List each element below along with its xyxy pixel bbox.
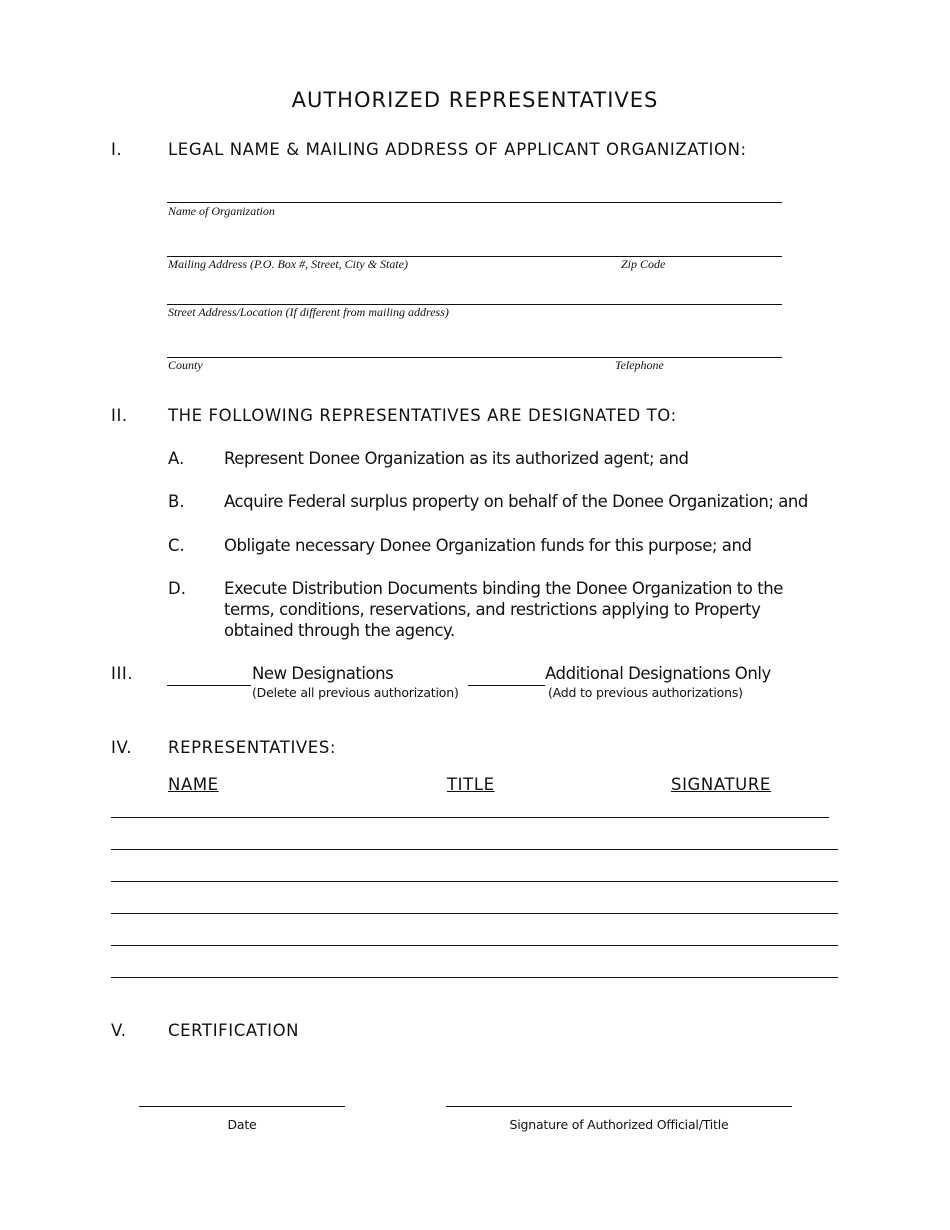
additional-designations-label: Additional Designations Only [545,664,771,683]
additional-designations-blank[interactable] [468,685,545,686]
name-of-organization-label: Name of Organization [168,204,275,218]
signature-label: Signature of Authorized Official/Title [509,1117,729,1132]
section-4-number: IV. [111,738,133,757]
section-5-number: V. [111,1021,127,1040]
new-designations-label: New Designations [252,664,394,683]
item-a-letter: A. [168,449,185,468]
representative-row-line[interactable] [111,913,838,914]
section-1-heading: LEGAL NAME & MAILING ADDRESS OF APPLICANT ORGANIZATION: [168,140,747,159]
item-b-text: Acquire Federal surplus property on behalf of the Donee Organization; and [224,492,808,511]
section-1-number: I. [111,140,123,159]
item-c-text: Obligate necessary Donee Organization funds for this purpose; and [224,536,752,555]
county-label: County [168,358,203,372]
representative-row-line[interactable] [111,881,838,882]
section-2-heading: THE FOLLOWING REPRESENTATIVES ARE DESIGNATED TO: [168,406,677,425]
street-address-label: Street Address/Location (If different from mailing address) [168,305,449,319]
telephone-label: Telephone [615,358,664,372]
date-label: Date [227,1117,257,1132]
date-field[interactable] [139,1106,345,1107]
item-a-text: Represent Donee Organization as its authorized agent; and [224,449,689,468]
mailing-address-label: Mailing Address (P.O. Box #, Street, City & State) [168,257,408,271]
section-5-heading: CERTIFICATION [168,1021,300,1040]
new-designations-note: (Delete all previous authorization) [252,685,459,700]
item-b-letter: B. [168,492,185,511]
county-telephone-field[interactable] [167,357,782,358]
signature-field[interactable] [446,1106,792,1107]
representative-row-line[interactable] [111,817,829,818]
column-header-signature: SIGNATURE [671,775,771,794]
section-3-number: III. [111,664,134,683]
item-d-text: Execute Distribution Documents binding the Donee Organization to the terms, conditions, reservations, and restrictions applying to Property obtained through the agency. [224,579,783,640]
item-c-letter: C. [168,536,185,555]
representative-row-line[interactable] [111,977,838,978]
section-4-heading: REPRESENTATIVES: [168,738,337,757]
name-of-organization-field[interactable] [167,202,782,203]
item-d-letter: D. [168,579,186,598]
representative-row-line[interactable] [111,945,838,946]
section-2-number: II. [111,406,128,425]
representative-row-line[interactable] [111,849,838,850]
additional-designations-note: (Add to previous authorizations) [548,685,743,700]
column-header-title: TITLE [447,775,495,794]
zip-code-label: Zip Code [621,257,666,271]
page-title: AUTHORIZED REPRESENTATIVES [291,88,659,112]
column-header-name: NAME [168,775,219,794]
new-designations-blank[interactable] [167,685,251,686]
